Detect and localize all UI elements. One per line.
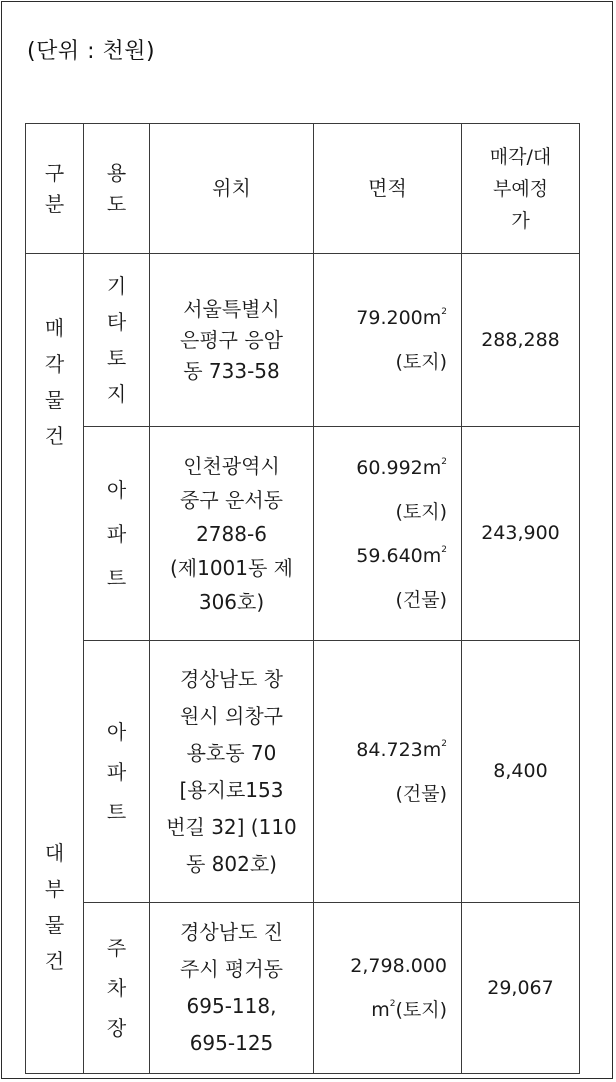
location-cell: 인천광역시 중구 운서동 2788-6 (제1001동 제 306호) (150, 427, 314, 641)
area-cell: $79.200m^2$ (토지) (314, 254, 462, 427)
category-lease: 대 부 물 건 (26, 641, 84, 1074)
header-use: 용 도 (84, 124, 150, 254)
location-cell: 경상남도 창 원시 의창구 용호동 70 [용지로153 번길 32] (110 동 802호) (150, 641, 314, 903)
location-cell: 경상남도 진 주시 평거동 695-118, 695-125 (150, 903, 314, 1074)
use-cell: 아 파 트 (84, 641, 150, 903)
header-location: 위치 (150, 124, 314, 254)
table-header-row (26, 124, 580, 254)
table-row (26, 903, 580, 1074)
table-row (26, 427, 580, 641)
price-cell: 243,900 (462, 427, 580, 641)
category-sale: 매 각 물 건 (26, 254, 84, 641)
property-table (25, 123, 580, 1074)
use-cell: 아 파 트 (84, 427, 150, 641)
price-cell: 288,288 (462, 254, 580, 427)
area-cell: $84.723m^2$ (건물) (314, 641, 462, 903)
price-cell: 29,067 (462, 903, 580, 1074)
area-cell: 2,798.000 $m^2$(토지) (314, 903, 462, 1074)
header-area: 면적 (314, 124, 462, 254)
location-cell: 서울특별시 은평구 응암 동 733-58 (150, 254, 314, 427)
unit-note: (단위 : 천원) (27, 39, 156, 64)
use-cell: 주 차 장 (84, 903, 150, 1074)
area-cell: $60.992m^2$ (토지) $59.640m^2$ (건물) (314, 427, 462, 641)
price-cell: 8,400 (462, 641, 580, 903)
use-cell: 기 타 토 지 (84, 254, 150, 427)
table-row (26, 641, 580, 903)
header-price: 매각/대 부예정 가 (462, 124, 580, 254)
header-category: 구 분 (26, 124, 84, 254)
table-row (26, 254, 580, 427)
